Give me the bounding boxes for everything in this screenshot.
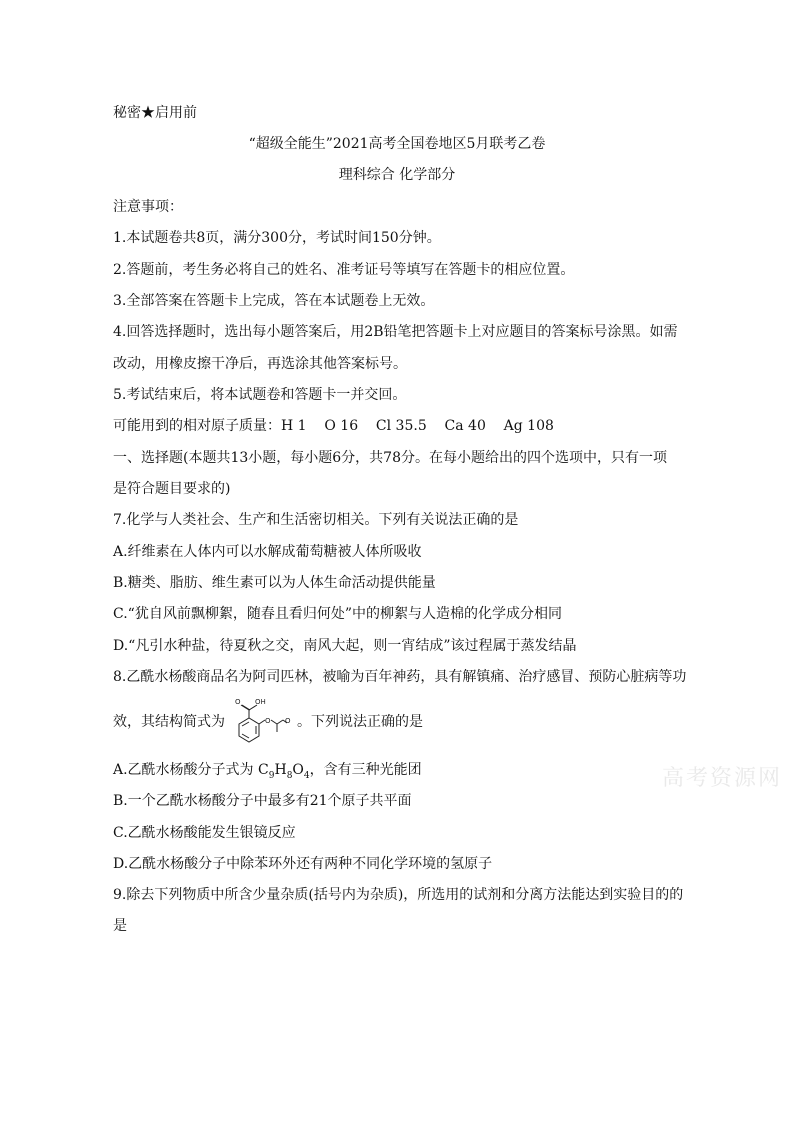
q8-stem-post: 。下列说法正确的是	[297, 714, 423, 730]
section-heading: 一、选择题(本题共13小题，每小题6分，共78分。在每小题给出的四个选项中，只有一项	[113, 450, 667, 466]
q8-option-b: B.一个乙酰水杨酸分子中最多有21个原子共平面	[113, 793, 412, 809]
q8-stem-structure-line	[113, 694, 423, 750]
notes-title: 注意事项：	[113, 199, 183, 215]
exam-title: “超级全能生”2021高考全国卷地区5月联考乙卷	[248, 136, 546, 152]
q9-stem: 是	[113, 918, 127, 934]
q8-option-a: A.乙酰水杨酸分子式为 $C_9H_8O_4$，含有三种光能团	[113, 762, 422, 781]
aspirin-structure-icon	[227, 696, 295, 748]
svg-text:O: O	[285, 717, 291, 725]
svg-text:O: O	[265, 717, 271, 725]
note-item: 1.本试题卷共8页，满分300分，考试时间150分钟。	[113, 230, 441, 246]
note-item: 5.考试结束后，将本试题卷和答题卡一并交回。	[113, 387, 407, 403]
atomic-mass: 可能用到的相对原子质量：H 1 O 16 Cl 35.5 Ca 40 Ag 108	[113, 418, 554, 434]
note-item: 2.答题前，考生务必将自己的姓名、准考证号等填写在答题卡的相应位置。	[113, 262, 575, 278]
q7-option-d: D.“凡引水种盐，待夏秋之交，南风大起，则一宵结成”该过程属于蒸发结晶	[113, 638, 577, 654]
q7-stem: 7.化学与人类社会、生产和生活密切相关。下列有关说法正确的是	[113, 512, 519, 528]
watermark: 高考资源网	[662, 766, 783, 791]
svg-text:O: O	[235, 698, 241, 706]
subject-title: 理科综合 化学部分	[338, 167, 456, 183]
note-item: 4.回答选择题时，选出每小题答案后，用2B铅笔把答题卡上对应题目的答案标号涂黑。如需	[113, 324, 678, 340]
note-item: 改动，用橡皮擦干净后，再选涂其他答案标号。	[113, 356, 407, 372]
q8-option-c: C.乙酰水杨酸能发生银镜反应	[113, 825, 296, 841]
secret-mark: 秘密★启用前	[113, 105, 197, 121]
section-heading: 是符合题目要求的)	[113, 481, 231, 497]
svg-text:OH: OH	[255, 698, 266, 706]
q7-option-b: B.糖类、脂肪、维生素可以为人体生命活动提供能量	[113, 575, 436, 591]
q8-stem-pre: 效，其结构简式为	[113, 714, 225, 730]
q9-stem: 9.除去下列物质中所含少量杂质(括号内为杂质)，所选用的试剂和分离方法能达到实验目的的	[113, 887, 684, 903]
note-item: 3.全部答案在答题卡上完成，答在本试题卷上无效。	[113, 293, 435, 309]
q7-option-c: C.“犹自风前飘柳絮，随春且看归何处”中的柳絮与人造棉的化学成分相同	[113, 606, 562, 622]
q7-option-a: A.纤维素在人体内可以水解成葡萄糖被人体所吸收	[113, 544, 422, 560]
q8-option-d: D.乙酰水杨酸分子中除苯环外还有两种不同化学环境的氢原子	[113, 856, 493, 872]
q8-stem: 8.乙酰水杨酸商品名为阿司匹林，被喻为百年神药，具有解镇痛、治疗感冒、预防心脏病等功	[113, 669, 687, 685]
